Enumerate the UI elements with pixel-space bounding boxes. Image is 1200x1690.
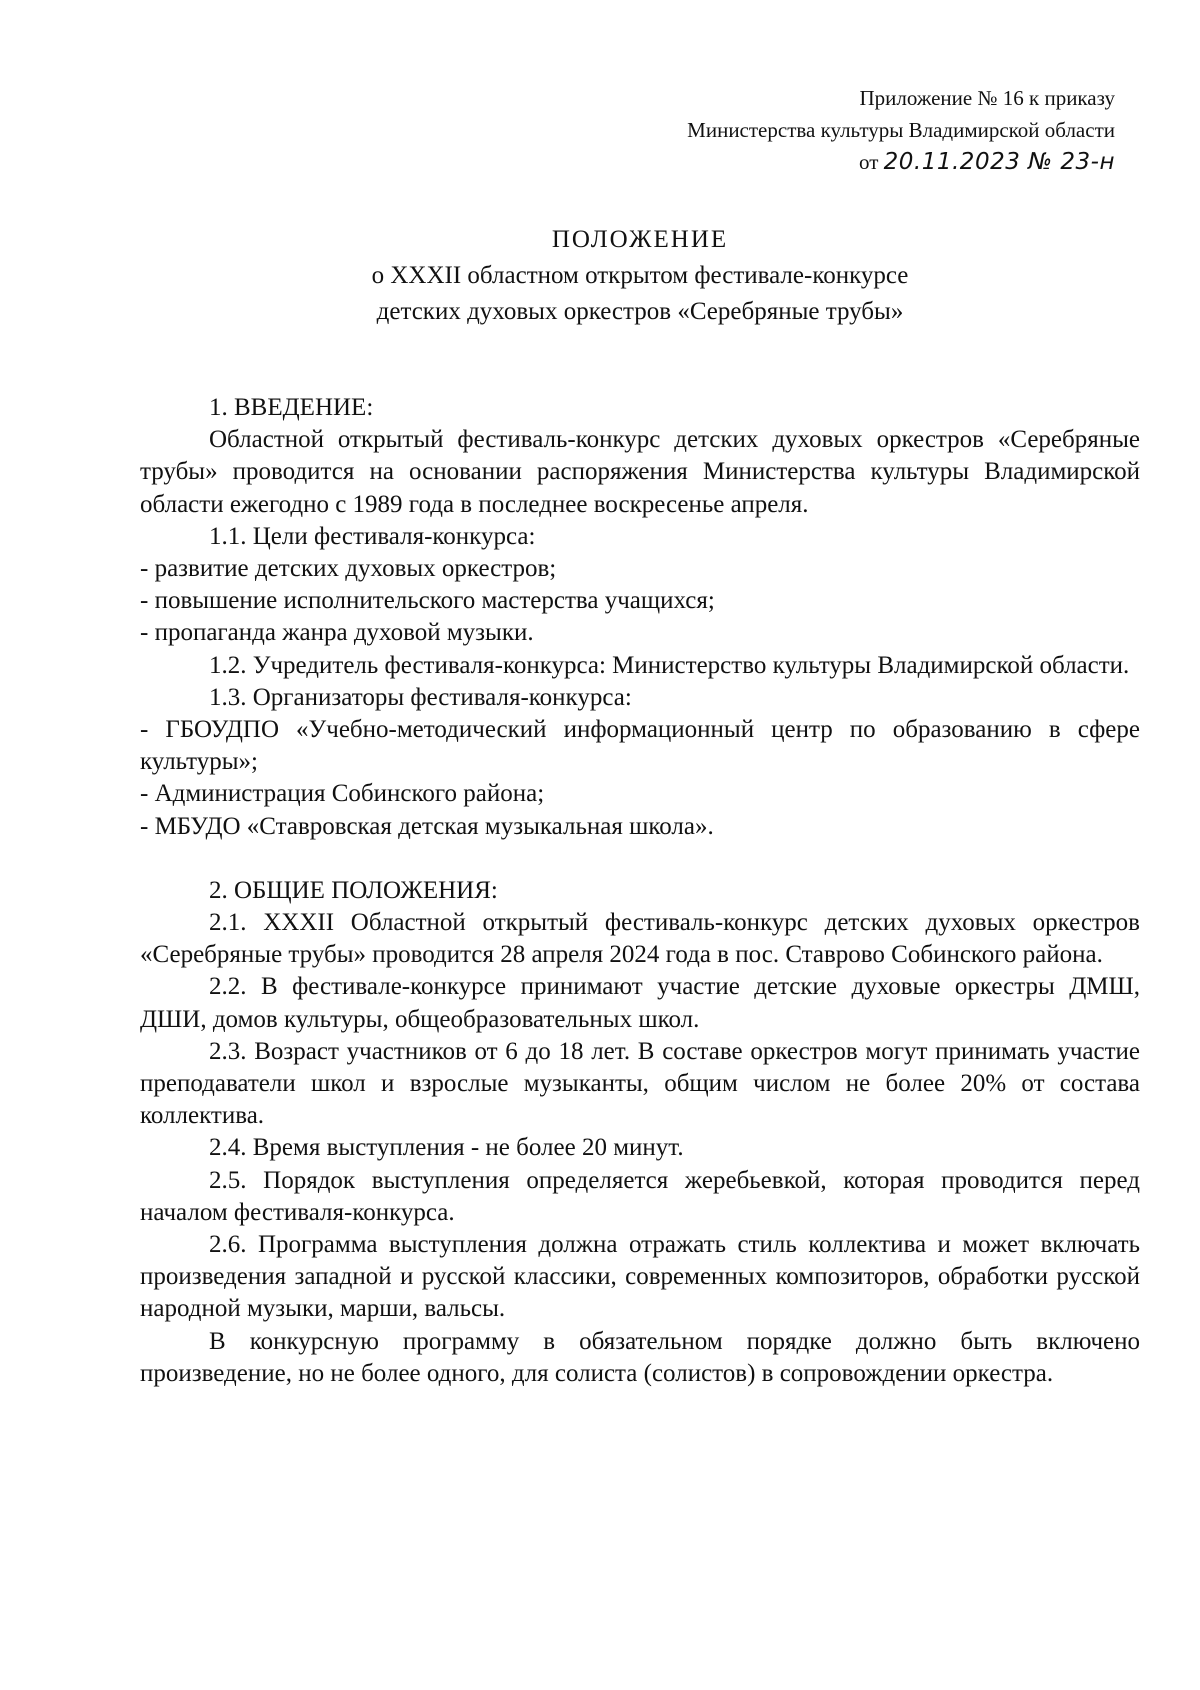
section-2-heading: 2. ОБЩИЕ ПОЛОЖЕНИЯ: — [209, 876, 498, 904]
document-title-block — [140, 222, 1140, 330]
section-2-item: 2.5. Порядок выступления определяется жеребьевкой, которая проводится перед началом фестиваля-конкурса. — [140, 1166, 1140, 1226]
organizer-item: - МБУДО «Ставровская детская музыкальная школа». — [140, 812, 714, 840]
section-2-item: 2.4. Время выступления - не более 20 минут. — [209, 1134, 684, 1162]
organizers-heading: 1.3. Организаторы фестиваля-конкурса: — [209, 683, 632, 711]
document-subtitle-line-1: о XXXII областном открытом фестивале-конкурсе — [371, 262, 909, 289]
founder-paragraph: 1.2. Учредитель фестиваля-конкурса: Министерство культуры Владимирской области. — [209, 651, 1130, 679]
order-handwritten-number: 20.11.2023 № 23-н — [883, 149, 1115, 175]
organizer-item: - ГБОУДПО «Учебно-методический информационный центр по образованию в сфере культуры»; — [140, 716, 1140, 776]
section-1-heading: 1. ВВЕДЕНИЕ: — [209, 394, 374, 421]
section-2-item: 2.6. Программа выступления должна отражать стиль коллектива и может включать произведения западной и русской классики, современных композиторов, обработки русской народной музыки, марши, вальсы. — [140, 1231, 1140, 1323]
approval-line-2: Министерства культуры Владимирской области — [687, 118, 1115, 142]
document-title: ПОЛОЖЕНИЕ — [551, 226, 729, 253]
document-body — [140, 392, 1140, 1390]
goal-item: - развитие детских духовых оркестров; — [140, 555, 557, 583]
approval-order-line — [555, 146, 1115, 178]
section-2-item: 2.2. В фестивале-конкурсе принимают участие детские духовые оркестры ДМШ, ДШИ, домов культуры, общеобразовательных школ. — [140, 973, 1140, 1033]
organizer-item: - Администрация Собинского района; — [140, 780, 545, 808]
goal-item: - повышение исполнительского мастерства учащихся; — [140, 587, 715, 615]
section-2-item: В конкурсную программу в обязательном порядке должно быть включено произведение, но не более одного, для солиста (солистов) в сопровождении оркестра. — [140, 1327, 1140, 1387]
goal-item: - пропаганда жанра духовой музыки. — [140, 619, 534, 647]
section-1-intro: Областной открытый фестиваль-конкурс детских духовых оркестров «Серебряные трубы» проводится на основании распоряжения Министерства культуры Владимирской области ежегодно с 1989 года в последнее воскресенье апреля. — [140, 426, 1140, 518]
section-spacer — [140, 843, 1140, 875]
section-2-item: 2.1. XXXII Областной открытый фестиваль-конкурс детских духовых оркестров «Серебряные трубы» проводится 28 апреля 2024 года в пос. Ставрово Собинского района. — [140, 909, 1140, 969]
approval-line-1: Приложение № 16 к приказу — [859, 86, 1115, 110]
section-2-item: 2.3. Возраст участников от 6 до 18 лет. В составе оркестров могут принимать участие преподаватели школ и взрослые музыканты, общим числом не более 20% от состава коллектива. — [140, 1037, 1140, 1130]
goals-heading: 1.1. Цели фестиваля-конкурса: — [209, 522, 536, 550]
order-prefix: от — [859, 150, 879, 174]
document-subtitle-line-2: детских духовых оркестров «Серебряные трубы» — [376, 298, 904, 325]
approval-stamp — [555, 82, 1115, 178]
